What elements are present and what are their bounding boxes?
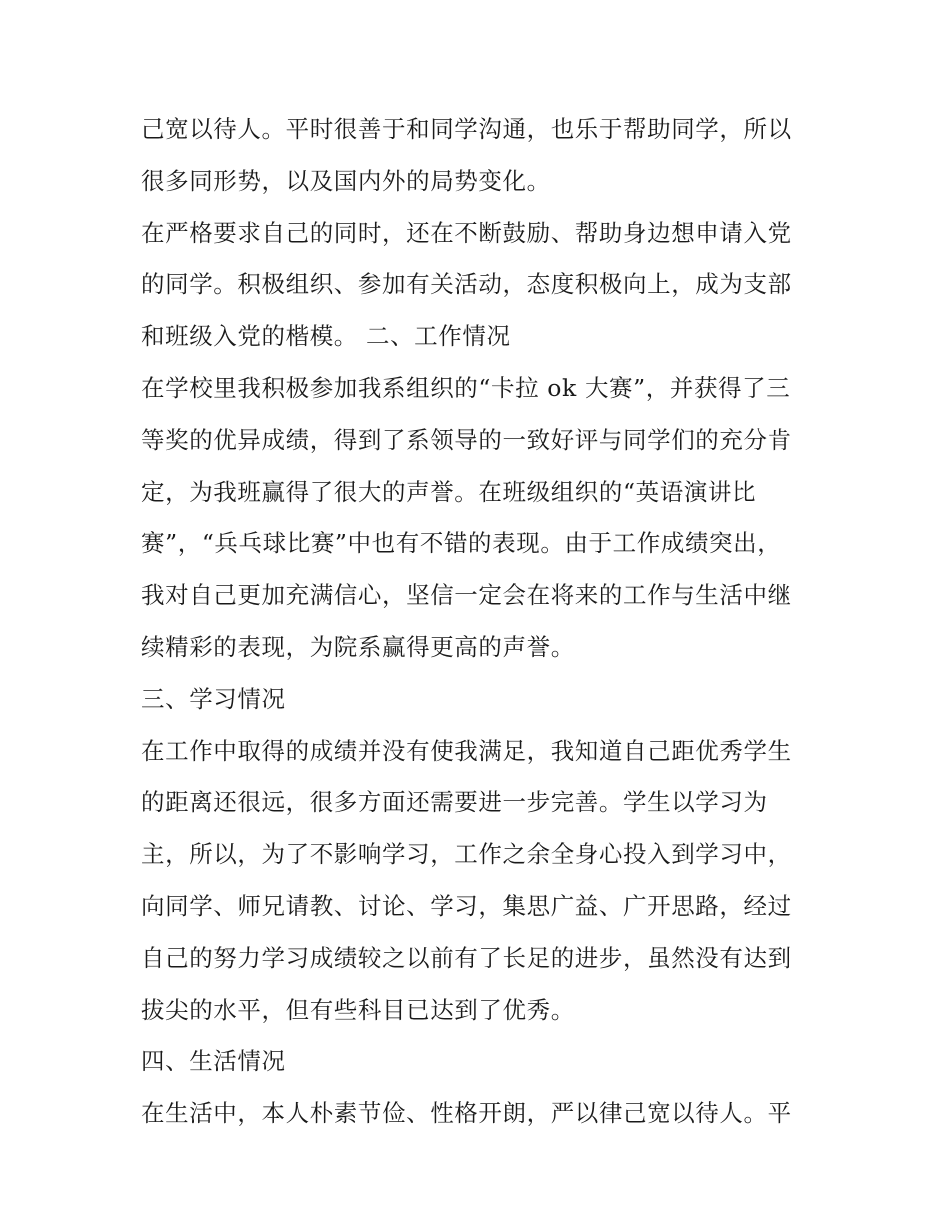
text-line: 的距离还很远，很多方面还需要进一步完善。学生以学习为 — [141, 788, 768, 817]
text-line: 自己的努力学习成绩较之以前有了长足的进步，虽然没有达到 — [141, 943, 792, 972]
section-heading: 三、学习情况 — [141, 684, 286, 713]
text-line: 向同学、师兄请教、讨论、学习，集思广益、广开思路，经过 — [141, 891, 792, 920]
text-line: 我对自己更加充满信心，坚信一定会在将来的工作与生活中继 — [141, 581, 792, 610]
text-line: 续精彩的表现，为院系赢得更高的声誉。 — [141, 632, 575, 661]
text-line: 的同学。积极组织、参加有关活动，态度积极向上，成为支部 — [141, 270, 792, 299]
text-line: 很多同形势，以及国内外的局势变化。 — [141, 166, 551, 195]
text-line: 在学校里我积极参加我系组织的“卡拉 ok 大赛”，并获得了三 — [141, 373, 791, 402]
text-line: 定，为我班赢得了很大的声誉。在班级组织的“英语演讲比 — [141, 477, 757, 506]
text-line: 己宽以待人。平时很善于和同学沟通，也乐于帮助同学，所以 — [141, 115, 792, 143]
text-line: 和班级入党的楷模。 二、工作情况 — [141, 322, 511, 351]
document-body — [141, 104, 821, 1140]
text-line: 在工作中取得的成绩并没有使我满足，我知道自己距优秀学生 — [141, 736, 792, 765]
text-line: 拔尖的水平，但有些科目已达到了优秀。 — [141, 995, 575, 1024]
text-line: 赛”，“兵乓球比赛”中也有不错的表现。由于工作成绩突出， — [141, 529, 782, 558]
text-line: 在生活中，本人朴素节俭、性格开朗，严以律己宽以待人。平 — [141, 1099, 792, 1128]
text-line: 在严格要求自己的同时，还在不断鼓励、帮助身边想申请入党 — [141, 218, 792, 247]
text-line: 等奖的优异成绩，得到了系领导的一致好评与同学们的充分肯 — [141, 425, 792, 454]
section-heading: 四、生活情况 — [141, 1047, 286, 1076]
text-line: 主，所以，为了不影响学习，工作之余全身心投入到学习中， — [141, 840, 792, 869]
